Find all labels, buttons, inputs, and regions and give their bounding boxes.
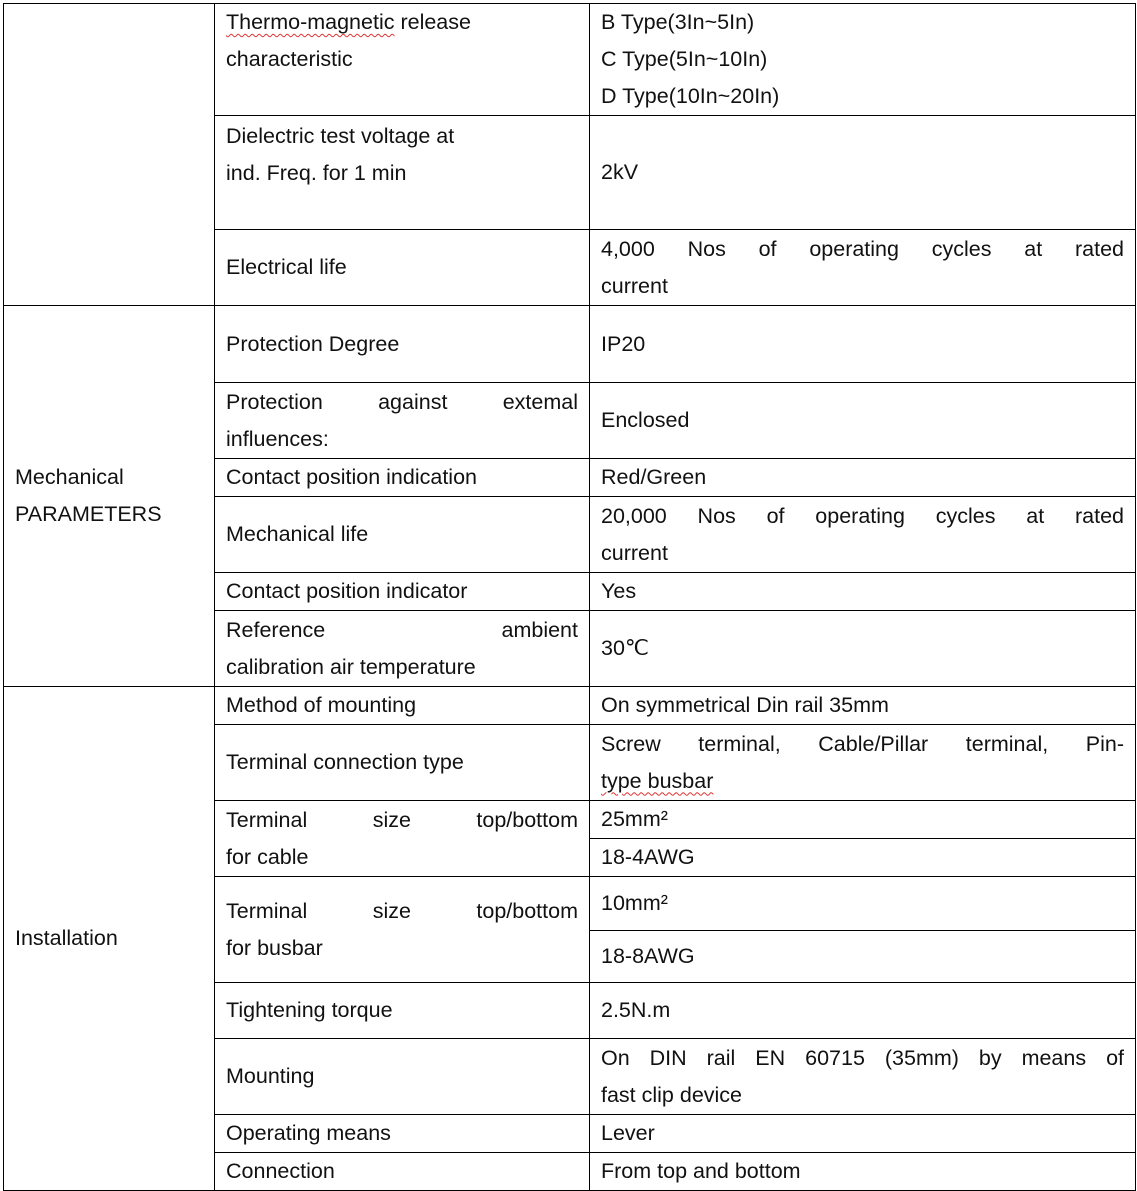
value-cell [590, 1039, 1136, 1115]
value-cell: IP20 [590, 306, 1136, 383]
group-cell-mechanical [4, 306, 215, 687]
param-text: ind. Freq. for 1 min [226, 161, 407, 185]
value-cell [590, 725, 1136, 801]
param-text: Reference ambient [226, 617, 578, 642]
table-row [4, 306, 1136, 383]
value-cell [590, 4, 1136, 116]
value-text: current [601, 540, 668, 565]
value-cell: Enclosed [590, 383, 1136, 459]
value-cell [590, 230, 1136, 306]
value-text: On DIN rail EN 60715 (35mm) by means of [601, 1045, 1124, 1070]
param-cell [215, 383, 590, 459]
param-text: calibration air temperature [226, 654, 476, 679]
value-cell: 2kV [590, 116, 1136, 230]
param-text: Dielectric test voltage at [226, 124, 455, 148]
value-cell: Red/Green [590, 459, 1136, 497]
value-cell: 2.5N.m [590, 983, 1136, 1039]
group-label: Mechanical [15, 465, 124, 489]
param-text: influences: [226, 426, 329, 451]
param-cell: Mounting [215, 1039, 590, 1115]
value-cell: Yes [590, 573, 1136, 611]
value-text: fast clip device [601, 1082, 743, 1107]
param-cell: Terminal connection type [215, 725, 590, 801]
param-cell: Connection [215, 1153, 590, 1191]
param-cell: Mechanical life [215, 497, 590, 573]
param-text: for cable [226, 844, 309, 869]
value-cell: On symmetrical Din rail 35mm [590, 687, 1136, 725]
param-cell: Tightening torque [215, 983, 590, 1039]
param-text: Terminal size top/bottom [226, 807, 578, 832]
param-cell [215, 877, 590, 983]
param-text: Terminal size top/bottom [226, 898, 578, 923]
param-text: release [394, 10, 471, 34]
param-cell: Method of mounting [215, 687, 590, 725]
value-cell: 25mm² [590, 801, 1136, 839]
value-cell: 10mm² [590, 877, 1136, 931]
value-cell: 30℃ [590, 611, 1136, 687]
group-cell-empty [4, 4, 215, 306]
param-cell: Contact position indicator [215, 573, 590, 611]
param-cell: Protection Degree [215, 306, 590, 383]
value-cell: 18-8AWG [590, 931, 1136, 983]
param-text: for busbar [226, 935, 323, 960]
group-cell-installation: Installation [4, 687, 215, 1191]
specifications-table [3, 3, 1136, 1191]
group-label: PARAMETERS [15, 502, 162, 526]
value-text: current [601, 273, 668, 298]
value-line: B Type(3In~5In) [601, 10, 755, 34]
value-text: type busbar [601, 768, 714, 793]
table-row [4, 4, 1136, 116]
value-text: 4,000 Nos of operating cycles at rated [601, 236, 1124, 261]
param-text: Protection against extemal [226, 389, 578, 414]
value-text: 20,000 Nos of operating cycles at rated [601, 503, 1124, 528]
param-cell [215, 116, 590, 230]
value-cell: Lever [590, 1115, 1136, 1153]
param-text: characteristic [226, 47, 353, 71]
value-cell: 18-4AWG [590, 839, 1136, 877]
value-text: Screw terminal, Cable/Pillar terminal, Pin- [601, 731, 1124, 756]
value-text [601, 763, 1124, 800]
param-cell [215, 801, 590, 877]
param-cell: Operating means [215, 1115, 590, 1153]
param-text: Thermo-magnetic [226, 10, 395, 34]
value-line: C Type(5In~10In) [601, 47, 768, 71]
value-line: D Type(10In~20In) [601, 84, 780, 108]
param-cell: Contact position indication [215, 459, 590, 497]
table-row [4, 687, 1136, 725]
param-cell [215, 611, 590, 687]
value-cell: From top and bottom [590, 1153, 1136, 1191]
value-cell [590, 497, 1136, 573]
param-cell: Electrical life [215, 230, 590, 306]
param-cell [215, 4, 590, 116]
